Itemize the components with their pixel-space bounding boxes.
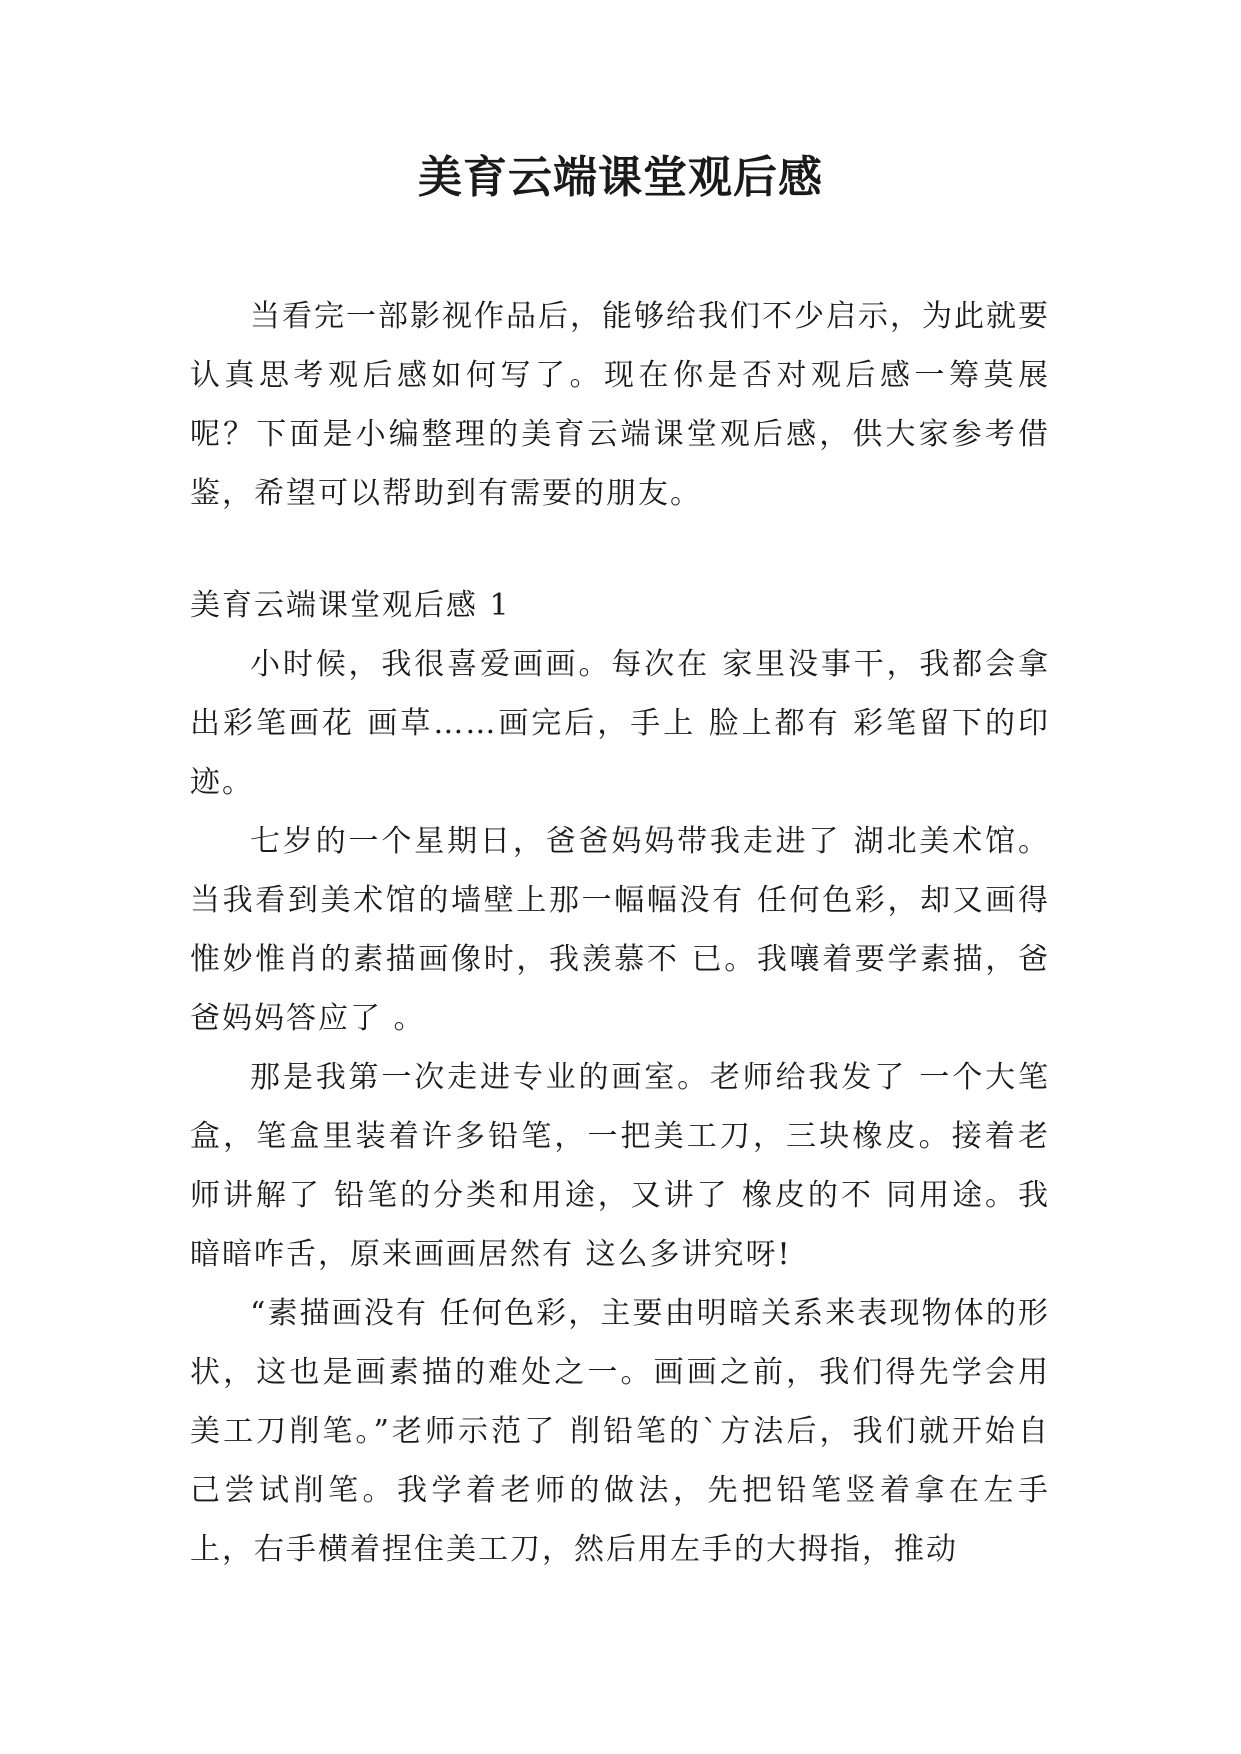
section-heading: 美育云端课堂观后感 1 bbox=[190, 588, 511, 623]
intro-paragraph: 当看完一部影视作品后，能够给我们不少启示，为此就要认真思考观后感如何写了。现在你是否对观后感一筹莫展呢？下面是小编整理的美育云端课堂观后感，供大家参考借鉴，希望可以帮助到有需要的朋友。 bbox=[190, 299, 1050, 511]
document-title: 美育云端课堂观后感 bbox=[418, 152, 823, 203]
body-paragraph: 那是我第一次走进专业的画室。老师给我发了 一个大笔盒，笔盒里装着许多铅笔，一把美工刀，三块橡皮。接着老师讲解了 铅笔的分类和用途，又讲了 橡皮的不 同用途。我暗暗咋舌，原来画画居然有 这么多讲究呀! bbox=[190, 1060, 1050, 1272]
section-body bbox=[190, 635, 1050, 1579]
body-paragraph: 七岁的一个星期日，爸爸妈妈带我走进了 湖北美术馆。当我看到美术馆的墙壁上那一幅幅没有 任何色彩，却又画得惟妙惟肖的素描画像时，我羡慕不 已。我嚷着要学素描，爸爸妈妈答应了 。 bbox=[190, 824, 1050, 1036]
body-paragraph: 小时候，我很喜爱画画。每次在 家里没事干，我都会拿出彩笔画花 画草……画完后，手上 脸上都有 彩笔留下的印迹。 bbox=[190, 647, 1050, 800]
intro-section bbox=[190, 287, 1050, 523]
body-paragraph: “素描画没有 任何色彩，主要由明暗关系来表现物体的形状，这也是画素描的难处之一。画画之前，我们得先学会用美工刀削笔。”老师示范了 削铅笔的`方法后，我们就开始自己尝试削笔。我学着老师的做法，先把铅笔竖着拿在左手上，右手横着捏住美工刀，然后用左手的大拇指，推动 bbox=[190, 1296, 1050, 1567]
